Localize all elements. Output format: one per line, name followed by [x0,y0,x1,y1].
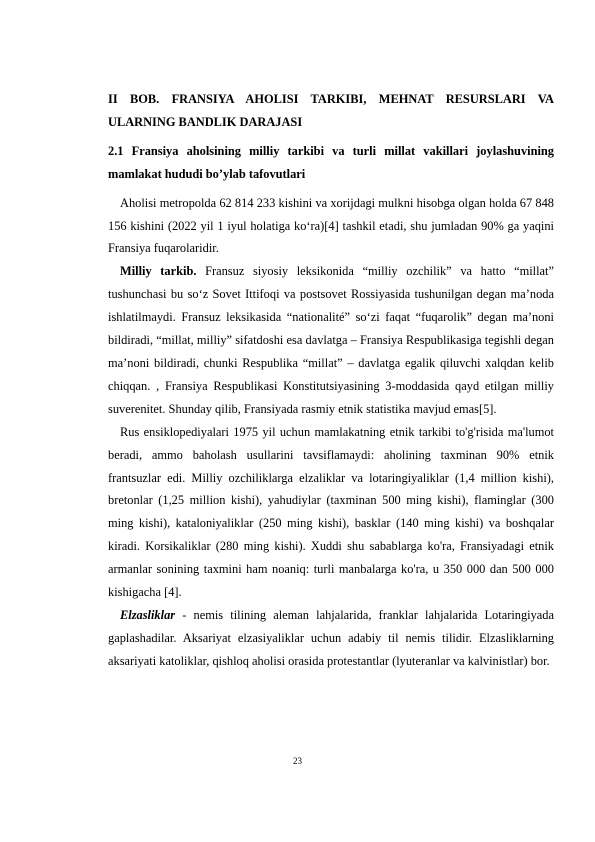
page-number: 23 [293,756,302,766]
paragraph-national-composition-text: Fransuz siyosiy leksikonida “milliy ozchilik” va hatto “millat” tushunchasi bu so‘z Sovet Ittifoqi va postsovet Rossiyasida tushunilgan degan ma’noda ishlatilmaydi. Fransuz leksikasida “nationalité” so‘zi faqat “fuqarolik” degan ma’noni bildiradi, “millat, milliy” sifatdoshi esa davlatga – Fransiya Respublikasiga tegishli degan ma’noni bildiradi, chunki Respublika “millat” – davlatga egalik qiluvchi xalqdan kelib chiqqan. , Fransiya Respublikasi Konstitutsiyasining 3-moddasida qayd etilgan milliy suverenitet. Shunday qilib, Fransiyada rasmiy etnik statistika mavjud emas[5]. [108,264,554,416]
paragraph-alsatians-text: - nemis tilining aleman lahjalarida, franklar lahjalarida Lotaringiyada gaplashadilar. Aksariyat elzasiyaliklar uchun adabiy til nemis tilidir. Elzasliklarning aksariyati katoliklar, qishloq aholisi orasida protestantlar (lyuteranlar va kalvinistlar) bor. [108,607,554,668]
paragraph-population-text: Aholisi metropolda 62 814 233 kishini va xorijdagi mulkni hisobga olgan holda 67 848 156 kishini (2022 yil 1 iyul holatiga ko‘ra)[4] tashkil etadi, shu jumladan 90% ga yaqini Fransiya fuqarolaridir. [108,195,554,256]
chapter-title: II BOB. FRANSIYA AHOLISI TARKIBI, MEHNAT RESURSLARI VA ULARNING BANDLIK DARAJASI [108,92,554,129]
term-elzasliklar: Elzasliklar [120,607,176,622]
document-page [108,88,554,673]
paragraph-ethnic-minorities-text: Rus ensiklopediyalari 1975 yil uchun mamlakatning etnik tarkibi to'g'risida ma'lumot beradi, ammo baholash usullarini tavsiflamaydi: aholining taxminan 90% etnik frantsuzlar edi. Milliy ozchiliklarga elzaliklar va lotaringiyaliklar (1,4 million kishi), bretonlar (1,25 million kishi), yahudiylar (taxminan 500 ming kishi), flaminglar (300 ming kishi), kataloniyaliklar (250 ming kishi), basklar (140 ming kishi) va boshqalar kiradi. Korsikaliklar (280 ming kishi). Xuddi shu sabablarga ko'ra, Fransiyadagi etnik armanlar sonining taxmini ham noaniq: turli manbalarga ko'ra, u 350 000 dan 500 000 kishigacha [4]. [108,424,554,600]
paragraph-national-composition [108,260,554,420]
paragraph-population [108,192,554,261]
paragraph-ethnic-minorities [108,421,554,604]
section-title: 2.1 Fransiya aholsining milliy tarkibi va turli millat vakillari joylashuvining mamlakat hududi bo’ylab tafovutlari [108,143,554,181]
paragraph-alsatians [108,604,554,673]
term-milliy-tarkib: Milliy tarkib. [120,264,197,279]
